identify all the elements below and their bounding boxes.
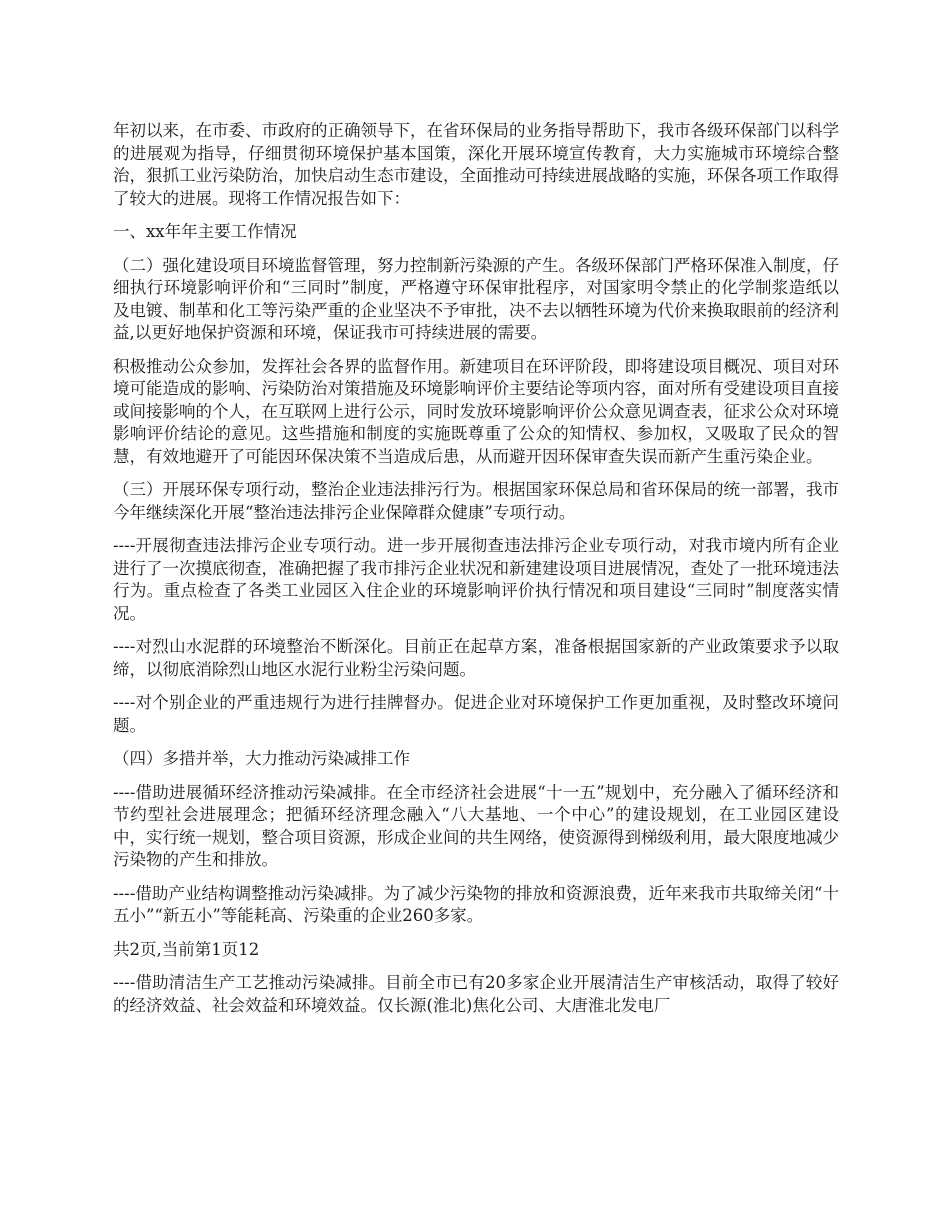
subsection-heading-emission-reduction: （四）多措并举，大力推动污染减排工作 [113, 749, 410, 768]
paragraph-industrial-restructuring: ----借助产业结构调整推动污染减排。为了减少污染物的排放和资源浪费，近年来我市共取缔关闭“十五小”“新五小”等能耗高、污染重的企业260多家。 [113, 883, 839, 925]
paragraph-clean-production: ----借助清洁生产工艺推动污染减排。目前全市已有20多家企业开展清洁生产审核活动，取得了较好的经济效益、社会效益和环境效益。仅长源(淮北)焦化公司、大唐淮北发电厂 [113, 973, 839, 1015]
paragraph-special-action: （三）开展环保专项行动，整治企业违法排污行为。根据国家环保总局和省环保局的统一部署，我市今年继续深化开展“整治违法排污企业保障群众健康”专项行动。 [113, 480, 839, 522]
page-indicator: 共2页,当前第1页12 [113, 939, 260, 959]
paragraph-supervision-listing: ----对个别企业的严重违规行为进行挂牌督办。促进企业对环境保护工作更加重视，及时整改环境问题。 [113, 693, 839, 735]
paragraph-public-participation: 积极推动公众参加，发挥社会各界的监督作用。新建项目在环评阶段，即将建设项目概况、项目对环境可能造成的影响、污染防治对策措施及环境影响评价主要结论等项内容，面对所有受建设项目直接或间接影响的个人，在互联网上进行公示，同时发放环境影响评价公众意见调查表，征求公众对环境影响评价结论的意见。这些措施和制度的实施既尊重了公众的知情权、参加权，又吸取了民众的智慧，有效地避开了可能因环保决策不当造成后患，从而避开因环保审查失误而新产生重污染企业。 [113, 356, 839, 466]
intro-paragraph: 年初以来，在市委、市政府的正确领导下，在省环保局的业务指导帮助下，我市各级环保部门以科学的进展观为指导，仔细贯彻环境保护基本国策，深化开展环境宣传教育，大力实施城市环境综合整治，狠抓工业污染防治，加快启动生态市建设，全面推动可持续进展战略的实施，环保各项工作取得了较大的进展。现将工作情况报告如下： [113, 121, 839, 208]
paragraph-project-supervision: （二）强化建设项目环境监督管理，努力控制新污染源的产生。各级环保部门严格环保准入制度，仔细执行环境影响评价和“三同时”制度，严格遵守环保审批程序，对国家明令禁止的化学制浆造纸以及电镀、制革和化工等污染严重的企业坚决不予审批，决不去以牺牲环境为代价来换取眼前的经济利益,以更好地保护资源和环境，保证我市可持续进展的需要。 [113, 255, 839, 342]
document-body [113, 120, 839, 1017]
paragraph-cement-rectification: ----对烈山水泥群的环境整治不断深化。目前正在起草方案，准备根据国家新的产业政策要求予以取缔，以彻底消除烈山地区水泥行业粉尘污染问题。 [113, 637, 839, 679]
paragraph-investigation: ----开展彻查违法排污企业专项行动。进一步开展彻查违法排污企业专项行动，对我市境内所有企业进行了一次摸底彻查，准确把握了我市排污企业状况和新建建设项目进展情况，查处了一批环境违法行为。重点检查了各类工业园区入住企业的环境影响评价执行情况和项目建设“三同时”制度落实情况。 [113, 536, 839, 623]
paragraph-circular-economy: ----借助进展循环经济推动污染减排。在全市经济社会进展“十一五”规划中，充分融入了循环经济和节约型社会进展理念；把循环经济理念融入“八大基地、一个中心”的建设规划，在工业园区建设中，实行统一规划，整合项目资源，形成企业间的共生网络，使资源得到梯级利用，最大限度地减少污染物的产生和排放。 [113, 782, 839, 869]
section-heading: 一、xx年年主要工作情况 [113, 222, 297, 241]
